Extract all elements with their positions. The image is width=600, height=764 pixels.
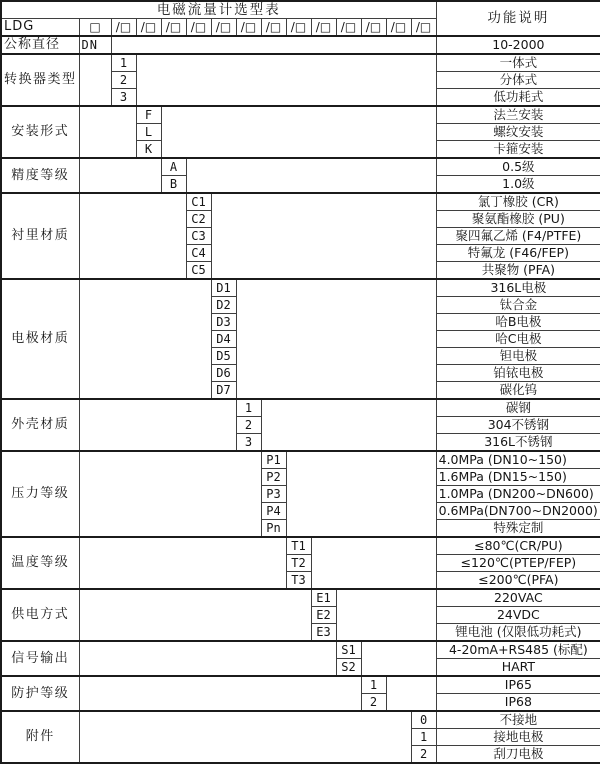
code-cell: D1 (211, 279, 236, 297)
desc-cell: 10-2000 (436, 36, 600, 54)
code-cell: 1 (111, 54, 136, 72)
table-row (1, 106, 600, 124)
code-cell: E3 (311, 624, 336, 642)
code-cell: S1 (336, 641, 361, 659)
desc-cell: 1.6MPa (DN15~150) (436, 469, 600, 486)
code-cell: 1 (236, 399, 261, 417)
table-row (1, 399, 600, 417)
filler-cell (79, 54, 111, 106)
code-cell: C3 (186, 228, 211, 245)
filler-cell (186, 158, 436, 193)
desc-cell: 316L不锈钢 (436, 434, 600, 452)
code-cell: 3 (236, 434, 261, 452)
code-cell: S2 (336, 659, 361, 677)
filler-cell (336, 589, 436, 641)
section-label: 温度等级 (1, 537, 79, 589)
filler-cell (79, 279, 211, 399)
code-slot-icon: /□ (111, 19, 136, 37)
filler-cell (286, 451, 436, 537)
table-row (1, 193, 600, 211)
section-label: 转换器类型 (1, 54, 79, 106)
desc-cell: 哈B电极 (436, 314, 600, 331)
code-slot-icon: /□ (186, 19, 211, 37)
desc-cell: 卡箍安装 (436, 141, 600, 159)
code-cell: D5 (211, 348, 236, 365)
desc-cell: 聚四氟乙烯 (F4/PTFE) (436, 228, 600, 245)
desc-cell: HART (436, 659, 600, 677)
code-cell: 2 (411, 746, 436, 764)
code-slot-icon: /□ (261, 19, 286, 37)
code-cell: P3 (261, 486, 286, 503)
page-title: 电磁流量计选型表 (1, 1, 436, 19)
desc-cell: 刮刀电极 (436, 746, 600, 764)
code-cell: P4 (261, 503, 286, 520)
desc-cell: 锂电池 (仅限低功耗式) (436, 624, 600, 642)
code-box-icon: □ (79, 19, 111, 37)
code-cell: D7 (211, 382, 236, 400)
model-prefix-label: LDG (1, 19, 79, 37)
section-label: 防护等级 (1, 676, 79, 711)
filler-cell (79, 451, 261, 537)
code-cell: D2 (211, 297, 236, 314)
code-cell: D6 (211, 365, 236, 382)
desc-cell: 法兰安装 (436, 106, 600, 124)
section-label: 安装形式 (1, 106, 79, 158)
table-row (1, 589, 600, 607)
table-row (1, 158, 600, 176)
table-row (1, 279, 600, 297)
filler-cell (79, 106, 136, 158)
section-label: 公称直径 (1, 36, 79, 54)
desc-cell: 钛合金 (436, 297, 600, 314)
code-slot-icon: /□ (286, 19, 311, 37)
code-cell: B (161, 176, 186, 194)
desc-cell: 220VAC (436, 589, 600, 607)
desc-cell: ≤200℃(PFA) (436, 572, 600, 590)
code-slot-icon: /□ (236, 19, 261, 37)
code-cell: Pn (261, 520, 286, 538)
code-cell: K (136, 141, 161, 159)
desc-cell: ≤120℃(PTEP/FEP) (436, 555, 600, 572)
section-label: 供电方式 (1, 589, 79, 641)
filler-cell (211, 193, 436, 279)
code-slot-icon: /□ (411, 19, 436, 37)
code-cell: C2 (186, 211, 211, 228)
table-row (1, 641, 600, 659)
desc-cell: 碳化钨 (436, 382, 600, 400)
code-cell: P1 (261, 451, 286, 469)
section-label: 压力等级 (1, 451, 79, 537)
code-cell: 2 (111, 72, 136, 89)
desc-cell: 氯丁橡胶 (CR) (436, 193, 600, 211)
filler-cell (79, 399, 236, 451)
desc-cell: 聚氨酯橡胶 (PU) (436, 211, 600, 228)
section-label: 外壳材质 (1, 399, 79, 451)
code-slot-icon: /□ (161, 19, 186, 37)
desc-cell: IP65 (436, 676, 600, 694)
code-slot-icon: /□ (136, 19, 161, 37)
code-slot-icon: /□ (386, 19, 411, 37)
desc-cell: 接地电极 (436, 729, 600, 746)
desc-cell: 一体式 (436, 54, 600, 72)
filler-cell (386, 676, 436, 711)
filler-cell (361, 641, 436, 676)
desc-cell: 螺纹安装 (436, 124, 600, 141)
filler-cell (79, 711, 411, 763)
filler-cell (236, 279, 436, 399)
desc-cell: ≤80℃(CR/PU) (436, 537, 600, 555)
desc-cell: 低功耗式 (436, 89, 600, 107)
desc-cell: 0.6MPa(DN700~DN2000) (436, 503, 600, 520)
code-cell: P2 (261, 469, 286, 486)
table-row (1, 54, 600, 72)
code-slot-icon: /□ (211, 19, 236, 37)
desc-cell: 不接地 (436, 711, 600, 729)
code-cell: T2 (286, 555, 311, 572)
filler-cell (261, 399, 436, 451)
filler-cell (79, 158, 161, 193)
desc-cell: 304不锈钢 (436, 417, 600, 434)
section-label: 附件 (1, 711, 79, 763)
code-cell: C4 (186, 245, 211, 262)
desc-cell: 特殊定制 (436, 520, 600, 538)
desc-cell: 0.5级 (436, 158, 600, 176)
table-row (1, 451, 600, 469)
section-label: 电极材质 (1, 279, 79, 399)
code-slot-icon: /□ (311, 19, 336, 37)
desc-cell: 共聚物 (PFA) (436, 262, 600, 280)
desc-cell: 分体式 (436, 72, 600, 89)
code-cell: D4 (211, 331, 236, 348)
filler-cell (79, 676, 361, 711)
table-row (1, 36, 600, 54)
desc-cell: 1.0MPa (DN200~DN600) (436, 486, 600, 503)
code-cell: 0 (411, 711, 436, 729)
table-row (1, 537, 600, 555)
table-row (1, 676, 600, 694)
filler-cell (79, 537, 286, 589)
desc-cell: IP68 (436, 694, 600, 712)
filler-cell (136, 54, 436, 106)
code-cell: A (161, 158, 186, 176)
code-cell: C5 (186, 262, 211, 280)
desc-cell: 316L电极 (436, 279, 600, 297)
code-cell: D3 (211, 314, 236, 331)
desc-cell: 哈C电极 (436, 331, 600, 348)
filler-cell (311, 537, 436, 589)
table-row (1, 711, 600, 729)
code-cell: 2 (361, 694, 386, 712)
table-row (1, 1, 600, 19)
section-label: 信号输出 (1, 641, 79, 676)
desc-cell: 24VDC (436, 607, 600, 624)
desc-cell: 钽电极 (436, 348, 600, 365)
desc-cell: 4-20mA+RS485 (标配) (436, 641, 600, 659)
code-cell: DN (79, 36, 111, 54)
code-cell: T1 (286, 537, 311, 555)
filler-cell (79, 193, 186, 279)
desc-cell: 4.0MPa (DN10~150) (436, 451, 600, 469)
section-label: 精度等级 (1, 158, 79, 193)
code-cell: L (136, 124, 161, 141)
code-cell: 1 (361, 676, 386, 694)
code-cell: 2 (236, 417, 261, 434)
filler-cell (79, 589, 311, 641)
code-cell: F (136, 106, 161, 124)
code-cell: T3 (286, 572, 311, 590)
desc-header: 功能说明 (436, 1, 600, 36)
filler-cell (79, 641, 336, 676)
code-cell: C1 (186, 193, 211, 211)
desc-cell: 特氟龙 (F46/FEP) (436, 245, 600, 262)
code-cell: 1 (411, 729, 436, 746)
code-cell: 3 (111, 89, 136, 107)
desc-cell: 碳钢 (436, 399, 600, 417)
code-cell: E1 (311, 589, 336, 607)
code-cell: E2 (311, 607, 336, 624)
code-slot-icon: /□ (336, 19, 361, 37)
code-slot-icon: /□ (361, 19, 386, 37)
filler-cell (111, 36, 436, 54)
filler-cell (161, 106, 436, 158)
desc-cell: 铂铱电极 (436, 365, 600, 382)
section-label: 衬里材质 (1, 193, 79, 279)
desc-cell: 1.0级 (436, 176, 600, 194)
